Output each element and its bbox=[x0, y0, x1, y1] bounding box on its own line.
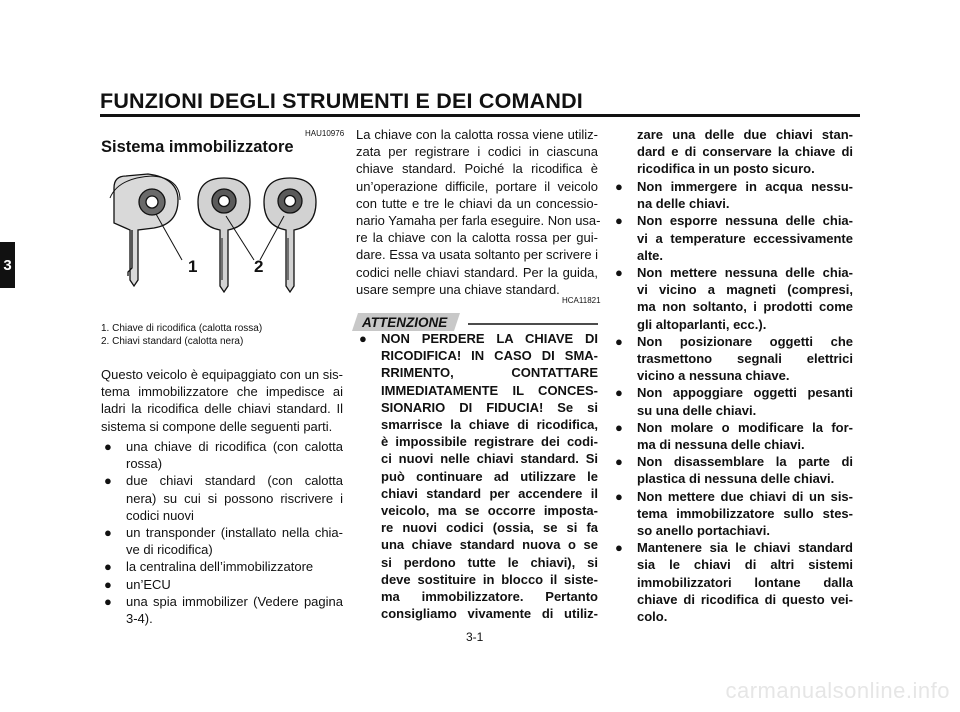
list-item bbox=[612, 539, 853, 625]
list-item bbox=[612, 264, 853, 333]
item-line: nera) su cui si possono riscrivere i bbox=[126, 490, 343, 506]
list-item bbox=[101, 558, 343, 575]
item-line: ● Non appoggiare oggetti pesanti bbox=[637, 385, 853, 401]
item-line: veicolo, ma se occorre imposta- bbox=[381, 503, 598, 519]
text-line: dard e di conservare la chiave di bbox=[637, 144, 853, 160]
list-item bbox=[101, 472, 343, 524]
item-line: IMMEDIATAMENTE IL CONCES- bbox=[381, 382, 598, 398]
standard-key-a bbox=[198, 178, 250, 292]
item-line: ma di nessuna delle chiavi. bbox=[637, 437, 805, 453]
text-line: con tutte e tre le chiavi da un concessio- bbox=[356, 195, 598, 211]
page-number: 3-1 bbox=[466, 630, 484, 644]
item-line: colo. bbox=[637, 609, 668, 625]
callout-2: 2 bbox=[254, 257, 264, 276]
caution-continuation bbox=[637, 126, 853, 178]
item-line: vi vicino a magneti (compresi, bbox=[637, 282, 853, 298]
figure-captions bbox=[101, 323, 262, 348]
item-line: ● Non disassemblare la parte di bbox=[637, 454, 853, 470]
item-line: vicino a nessuna chiave. bbox=[637, 368, 790, 384]
item-line: una chiave standard nuova o se bbox=[381, 537, 598, 553]
item-line: tema immobilizzatore sullo stes- bbox=[637, 505, 853, 521]
item-line: ● Non posizionare oggetti che bbox=[637, 333, 853, 349]
text-line: zata per registrare i codici in ciascuna bbox=[356, 144, 598, 160]
text-line: usare sempre una chiave standard. bbox=[356, 281, 560, 297]
list-item bbox=[101, 576, 343, 593]
item-line: ● Non mettere nessuna delle chia- bbox=[637, 265, 853, 281]
list-item bbox=[101, 524, 343, 558]
list-item bbox=[612, 212, 853, 264]
list-item bbox=[101, 438, 343, 472]
keys-illustration bbox=[108, 168, 338, 310]
chapter-tab: 3 bbox=[0, 242, 15, 288]
attention-text: ATTENZIONE bbox=[362, 315, 448, 330]
item-line: ● Mantenere sia le chiavi standard bbox=[637, 540, 853, 556]
list-item bbox=[356, 330, 598, 622]
item-line: su una delle chiavi. bbox=[637, 402, 757, 418]
item-line: ma non soltanto, i prodotti come bbox=[637, 299, 853, 315]
standard-key-b bbox=[264, 178, 316, 292]
caution-first-bullet bbox=[356, 330, 598, 622]
item-line: ● Non esporre nessuna delle chia- bbox=[637, 213, 853, 229]
item-line: immobilizzatori lontane dalla bbox=[637, 574, 853, 590]
caption-line: 1. Chiave di ricodifica (calotta rossa) bbox=[101, 323, 263, 334]
caution-bullets bbox=[612, 178, 853, 625]
item-line: sia le chiavi di altri sistemi bbox=[637, 557, 853, 573]
item-line: alte. bbox=[637, 247, 664, 263]
middle-paragraph bbox=[356, 126, 601, 298]
callout-1: 1 bbox=[188, 257, 198, 276]
item-line: ● Non mettere due chiavi di un sis- bbox=[637, 488, 853, 504]
item-line: è impossibile registrare dei codi- bbox=[381, 434, 598, 450]
text-line: nario Yamaha per farla eseguire. Non usa- bbox=[356, 213, 601, 229]
section-code: HAU10976 bbox=[305, 129, 345, 138]
item-line: ● la centralina dell’immobilizzatore bbox=[126, 559, 314, 575]
item-line: RICODIFICA! IN CASO DI SMA- bbox=[381, 348, 598, 364]
item-line: ● NON PERDERE LA CHIAVE DI bbox=[381, 331, 598, 346]
item-line: RRIMENTO, CONTATTARE bbox=[381, 365, 598, 381]
item-line: vi a temperature eccessivamente bbox=[637, 230, 853, 246]
item-line: trasmettono segnali elettrici bbox=[637, 351, 853, 367]
section-title: Sistema immobilizzatore bbox=[101, 138, 294, 156]
text-line: La chiave con la calotta rossa viene utiliz- bbox=[356, 127, 598, 142]
item-line: ci nuovi nelle chiavi standard. Si bbox=[381, 451, 598, 467]
item-line: ● un’ECU bbox=[126, 576, 171, 592]
recode-key bbox=[110, 174, 180, 286]
text-line: sistema si compone delle seguenti parti. bbox=[101, 418, 333, 434]
page-header-title: FUNZIONI DEGLI STRUMENTI E DEI COMANDI bbox=[100, 89, 583, 113]
item-line: può continuare ad utilizzare le bbox=[381, 468, 598, 484]
text-line: un’operazione difficile, portare il veicolo bbox=[356, 178, 598, 194]
item-line: so anello portachiavi. bbox=[637, 523, 770, 539]
item-line: ve di ricodifica) bbox=[126, 542, 213, 558]
list-item bbox=[612, 384, 853, 418]
intro-paragraph bbox=[101, 366, 343, 435]
list-item bbox=[612, 453, 853, 487]
item-line: chiavi standard per accendere il bbox=[381, 485, 598, 501]
item-line: na delle chiavi. bbox=[637, 196, 730, 212]
item-line: ● Non immergere in acqua nessu- bbox=[637, 179, 853, 194]
item-line: ma immobilizzatore. Pertanto bbox=[381, 589, 598, 605]
item-line: rossa) bbox=[126, 456, 163, 472]
item-line: consigliamo vivamente di utiliz- bbox=[381, 606, 598, 622]
item-line: 3-4). bbox=[126, 611, 153, 627]
item-line: chiave di ricodifica di questo vei- bbox=[637, 591, 853, 607]
item-line: re nuovi codici (ossia, se si fa bbox=[381, 520, 598, 536]
list-item bbox=[612, 178, 853, 212]
text-line: re la chiave con la calotta rossa per gui- bbox=[356, 230, 598, 246]
caption-line: 2. Chiavi standard (calotta nera) bbox=[101, 335, 244, 347]
item-line: gli altoparlanti, ecc.). bbox=[637, 316, 767, 332]
item-line: smarrisce la chiave di ricodifica, bbox=[381, 417, 598, 433]
item-line: codici nuovi bbox=[126, 507, 194, 523]
watermark: carmanualsonline.info bbox=[725, 678, 950, 703]
attention-label bbox=[350, 312, 600, 332]
text-line: codici nelle chiavi standard. Per la guida, bbox=[356, 264, 598, 280]
item-line: ● una chiave di ricodifica (con calotta bbox=[126, 439, 343, 454]
list-item bbox=[612, 419, 853, 453]
text-line: tema immobilizzatore che impedisce ai bbox=[101, 384, 343, 400]
item-line: ● due chiavi standard (con calotta bbox=[126, 473, 343, 489]
item-line: ● una spia immobilizer (Vedere pagina bbox=[126, 593, 343, 609]
list-item bbox=[612, 333, 853, 385]
item-line: ● Non molare o modificare la for- bbox=[637, 419, 853, 435]
text-line: dare. Essa va usata soltanto per scrivere i bbox=[356, 247, 599, 263]
caution-code: HCA11821 bbox=[562, 296, 601, 305]
text-line: ladri la ricodifica delle chiavi standard. Il bbox=[101, 401, 343, 417]
list-item bbox=[101, 593, 343, 627]
list-item bbox=[612, 488, 853, 540]
item-line: SIONARIO DI FIDUCIA! Se si bbox=[381, 399, 598, 415]
text-line: zare una delle due chiavi stan- bbox=[637, 127, 853, 142]
item-line: ● un transponder (installato nella chia- bbox=[126, 525, 343, 541]
components-list bbox=[101, 438, 343, 627]
item-line: si perdono tutte le chiavi), si bbox=[381, 554, 598, 570]
item-line: deve sostituire in blocco il siste- bbox=[381, 571, 598, 587]
item-line: plastica di nessuna delle chiavi. bbox=[637, 471, 835, 487]
text-line: chiave standard. Poiché la ricodifica è bbox=[356, 161, 598, 177]
text-line: ricodifica in un posto sicuro. bbox=[637, 161, 815, 177]
header-rule bbox=[100, 114, 860, 117]
text-line: Questo veicolo è equipaggiato con un sis- bbox=[101, 367, 343, 382]
